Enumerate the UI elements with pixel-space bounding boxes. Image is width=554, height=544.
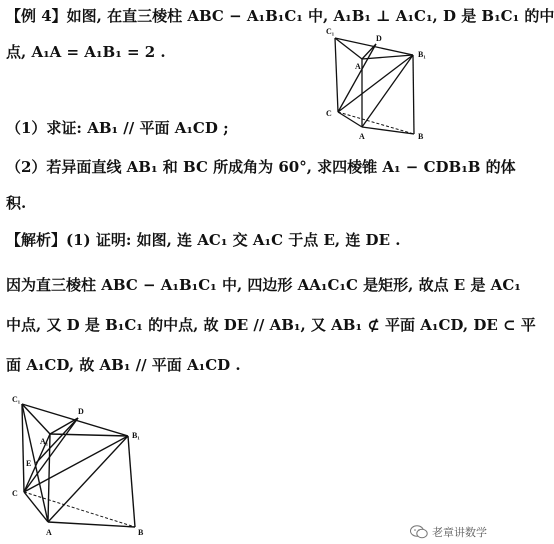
solution-line-1: 【解析】(1) 证明: 如图, 连 AC₁ 交 A₁C 于点 E, 连 DE .	[6, 231, 401, 249]
problem-part-1: （1）求证: AB₁ // 平面 A₁CD ;	[6, 119, 229, 137]
problem-line-1: 【例 4】如图, 在直三棱柱 ABC − A₁B₁C₁ 中, A₁B₁ ⊥ A₁C₁, D 是 B₁C₁ 的中	[6, 7, 554, 25]
problem-part-2-line-2: 积.	[6, 194, 27, 212]
label-D: D	[78, 407, 84, 416]
label-D: D	[376, 34, 382, 43]
solution-line-4: 面 A₁CD, 故 AB₁ // 平面 A₁CD .	[6, 356, 241, 374]
watermark-text: 老章讲数学	[432, 526, 487, 539]
label-B1: B₁	[132, 431, 140, 440]
label-A: A	[359, 132, 365, 141]
wechat-icon	[410, 525, 428, 539]
label-B: B	[418, 132, 424, 141]
label-C: C	[12, 489, 18, 498]
figure-1	[322, 24, 452, 144]
label-A1: A₁	[40, 437, 49, 446]
label-C1: C₁	[12, 395, 21, 404]
label-B: B	[138, 528, 144, 537]
label-A1: A₁	[355, 62, 364, 71]
label-A: A	[46, 528, 52, 537]
solution-line-3: 中点, 又 D 是 B₁C₁ 的中点, 故 DE // AB₁, 又 AB₁ ⊄ 平面 A₁CD, DE ⊂ 平	[6, 316, 536, 334]
solution-line-2: 因为直三棱柱 ABC − A₁B₁C₁ 中, 四边形 AA₁C₁C 是矩形, 故点 E 是 AC₁	[6, 276, 521, 294]
watermark	[410, 524, 487, 540]
problem-part-2-line-1: （2）若异面直线 AB₁ 和 BC 所成角为 60°, 求四棱锥 A₁ − CDB₁B 的体	[6, 158, 516, 176]
figure-2	[10, 392, 160, 540]
problem-line-2: 点, A₁A = A₁B₁ = 2 .	[6, 43, 166, 61]
label-E: E	[26, 459, 32, 468]
label-C1: C₁	[326, 27, 335, 36]
label-B1: B₁	[418, 50, 426, 59]
label-C: C	[326, 109, 332, 118]
